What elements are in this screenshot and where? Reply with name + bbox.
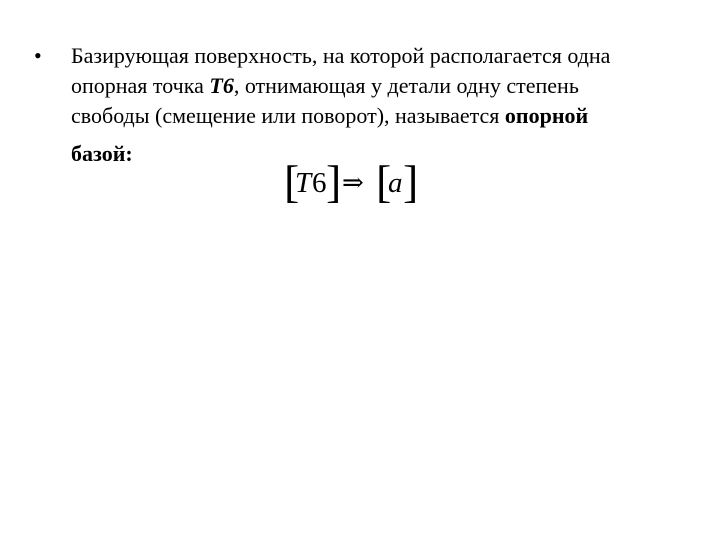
formula-right-var: a bbox=[388, 167, 403, 199]
paragraph-line-3 bbox=[71, 101, 691, 131]
line2-prefix: опорная точка bbox=[71, 73, 210, 98]
term-bazoy: базой bbox=[71, 141, 126, 166]
paragraph-line-1 bbox=[71, 41, 691, 71]
term-opornoy: опорной bbox=[504, 103, 589, 128]
bullet-marker: • bbox=[34, 43, 42, 68]
formula-left-close-bracket: ] bbox=[326, 156, 342, 207]
formula-implies-arrow: ⇒ bbox=[342, 168, 364, 197]
bullet-paragraph bbox=[71, 41, 691, 169]
line1-text: Базирующая поверхность, на которой располагается одна bbox=[71, 43, 611, 68]
formula-left-num: 6 bbox=[312, 167, 327, 199]
term-t6: Т6 bbox=[209, 73, 234, 98]
formula-right-open-bracket: [ bbox=[376, 156, 392, 207]
line4-colon: : bbox=[125, 141, 133, 166]
formula-left-open-bracket: [ bbox=[284, 156, 300, 207]
formula bbox=[284, 156, 424, 207]
paragraph-line-2 bbox=[71, 71, 691, 101]
formula-right-close-bracket: ] bbox=[403, 156, 419, 207]
formula-left-var: T bbox=[295, 167, 312, 199]
line3-prefix: свободы (смещение или поворот), называется bbox=[71, 103, 505, 128]
line2-suffix: , отнимающая у детали одну степень bbox=[233, 73, 579, 98]
